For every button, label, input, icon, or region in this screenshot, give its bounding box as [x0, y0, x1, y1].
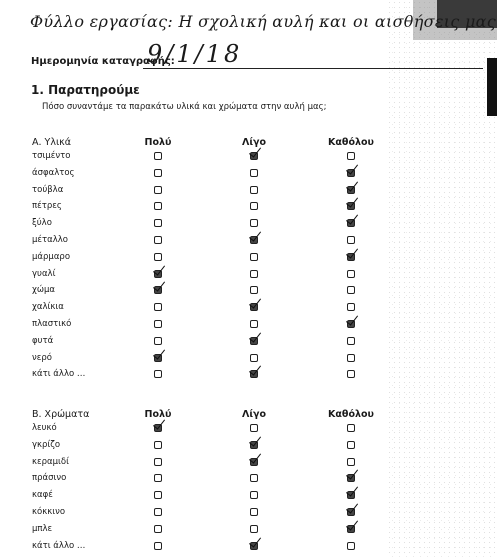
row-label: χαλίκια: [32, 302, 64, 313]
checkbox[interactable]: [154, 424, 162, 432]
col-head-poly: Πολύ: [144, 137, 172, 148]
section-instruction: Πόσο συναντάμε τα παρακάτω υλικά και χρώματα στην αυλή μας;: [42, 102, 327, 112]
table-row: [0, 283, 497, 300]
checkbox[interactable]: [154, 303, 162, 311]
checkbox[interactable]: [347, 236, 355, 244]
date-label: Ημερομηνία καταγραφής:: [31, 56, 175, 67]
row-label: καφέ: [32, 490, 53, 501]
checkbox[interactable]: [250, 491, 258, 499]
table-row: [0, 199, 497, 216]
checkbox[interactable]: [154, 491, 162, 499]
row-label: πλαστικό: [32, 318, 72, 329]
checkbox[interactable]: [347, 354, 355, 362]
checkbox[interactable]: [154, 354, 162, 362]
table-row: [0, 488, 497, 505]
checkbox[interactable]: [250, 441, 258, 449]
checkbox[interactable]: [347, 458, 355, 466]
checkbox[interactable]: [347, 441, 355, 449]
checkbox[interactable]: [250, 320, 258, 328]
row-label: γκρίζο: [32, 439, 61, 450]
checkbox[interactable]: [347, 253, 355, 261]
checkbox[interactable]: [250, 152, 258, 160]
checkbox[interactable]: [154, 542, 162, 550]
checkbox[interactable]: [154, 236, 162, 244]
checkbox[interactable]: [347, 152, 355, 160]
checkbox[interactable]: [347, 219, 355, 227]
row-label: κεραμιδί: [32, 456, 69, 467]
checkbox[interactable]: [154, 169, 162, 177]
table-row: [0, 267, 497, 284]
checkbox[interactable]: [154, 441, 162, 449]
checkbox[interactable]: [154, 337, 162, 345]
materials-rows: [0, 149, 497, 384]
row-label: χώμα: [32, 285, 56, 296]
checkbox[interactable]: [154, 219, 162, 227]
table-row: [0, 250, 497, 267]
date-value[interactable]: 9/1/18: [147, 40, 243, 68]
checkbox[interactable]: [250, 508, 258, 516]
col-head-ligo: Λίγο: [241, 137, 267, 148]
checkbox[interactable]: [154, 202, 162, 210]
checkbox[interactable]: [250, 169, 258, 177]
table-row: [0, 421, 497, 438]
table-row: [0, 367, 497, 384]
table-row: [0, 438, 497, 455]
row-label: φυτά: [32, 335, 54, 346]
table-row: [0, 471, 497, 488]
checkbox[interactable]: [250, 525, 258, 533]
checkbox[interactable]: [154, 525, 162, 533]
checkbox[interactable]: [347, 303, 355, 311]
checkbox[interactable]: [250, 303, 258, 311]
row-label: λευκό: [32, 423, 57, 433]
table-row: [0, 351, 497, 368]
checkbox[interactable]: [347, 525, 355, 533]
worksheet-title: Φύλλο εργασίας: Η σχολική αυλή και οι αισθήσεις μας: [30, 12, 497, 31]
checkbox[interactable]: [154, 474, 162, 482]
checkbox[interactable]: [347, 202, 355, 210]
checkbox[interactable]: [250, 219, 258, 227]
checkbox[interactable]: [154, 270, 162, 278]
checkbox[interactable]: [347, 337, 355, 345]
checkbox[interactable]: [154, 508, 162, 516]
checkbox[interactable]: [250, 236, 258, 244]
checkbox[interactable]: [154, 320, 162, 328]
row-label: κάτι άλλο …: [32, 540, 86, 551]
table-row: [0, 317, 497, 334]
checkbox[interactable]: [250, 186, 258, 194]
checkbox[interactable]: [154, 186, 162, 194]
col-head-poly: Πολύ: [144, 409, 172, 420]
table-row: [0, 334, 497, 351]
checkbox[interactable]: [250, 354, 258, 362]
table-row: [0, 233, 497, 250]
colors-rows: [0, 421, 497, 555]
col-head-ligo: Λίγο: [241, 409, 267, 420]
checkbox[interactable]: [154, 152, 162, 160]
table-row: [0, 149, 497, 166]
row-label: μάρμαρο: [32, 251, 71, 262]
checkbox[interactable]: [347, 491, 355, 499]
row-label: ξύλο: [32, 218, 52, 229]
checkbox[interactable]: [347, 270, 355, 278]
colors-title: Β. Χρώματα: [32, 409, 90, 420]
checkbox[interactable]: [154, 253, 162, 261]
checkbox[interactable]: [347, 370, 355, 378]
checkbox[interactable]: [250, 542, 258, 550]
checkbox[interactable]: [250, 202, 258, 210]
row-label: πράσινο: [32, 473, 67, 484]
checkbox[interactable]: [347, 286, 355, 294]
table-row: [0, 216, 497, 233]
checkbox[interactable]: [250, 370, 258, 378]
checkbox[interactable]: [347, 320, 355, 328]
checkbox[interactable]: [250, 424, 258, 432]
section-title: 1. Παρατηρούμε: [31, 83, 140, 97]
checkbox[interactable]: [154, 458, 162, 466]
materials-title: Α. Υλικά: [32, 137, 72, 148]
row-label: κόκκινο: [32, 506, 66, 517]
row-label: μέταλλο: [32, 234, 68, 245]
checkbox[interactable]: [250, 337, 258, 345]
table-row: [0, 183, 497, 200]
table-row: [0, 300, 497, 317]
row-label: πέτρες: [32, 201, 62, 212]
date-line: [143, 68, 483, 69]
checkbox[interactable]: [347, 186, 355, 194]
checkbox[interactable]: [347, 542, 355, 550]
row-label: τσιμέντο: [32, 151, 71, 161]
checkbox[interactable]: [250, 474, 258, 482]
checkbox[interactable]: [250, 286, 258, 294]
checkbox[interactable]: [347, 508, 355, 516]
date-row: [31, 40, 243, 68]
table-row: [0, 539, 497, 556]
checkbox[interactable]: [154, 370, 162, 378]
table-row: [0, 455, 497, 472]
row-label: μπλε: [32, 523, 53, 534]
table-row: [0, 166, 497, 183]
checkbox[interactable]: [154, 286, 162, 294]
checkbox[interactable]: [347, 169, 355, 177]
row-label: νερό: [32, 352, 52, 363]
row-label: άσφαλτος: [32, 167, 75, 178]
checkbox[interactable]: [347, 424, 355, 432]
checkbox[interactable]: [250, 458, 258, 466]
checkbox[interactable]: [250, 253, 258, 261]
checkbox[interactable]: [347, 474, 355, 482]
row-label: κάτι άλλο …: [32, 369, 86, 380]
scan-edge-bar: [487, 58, 497, 116]
table-row: [0, 522, 497, 539]
row-label: γυαλί: [32, 268, 56, 279]
table-row: [0, 505, 497, 522]
row-label: τούβλα: [32, 184, 64, 195]
checkbox[interactable]: [250, 270, 258, 278]
col-head-katholou: Καθόλου: [328, 409, 374, 420]
col-head-katholou: Καθόλου: [328, 137, 374, 148]
